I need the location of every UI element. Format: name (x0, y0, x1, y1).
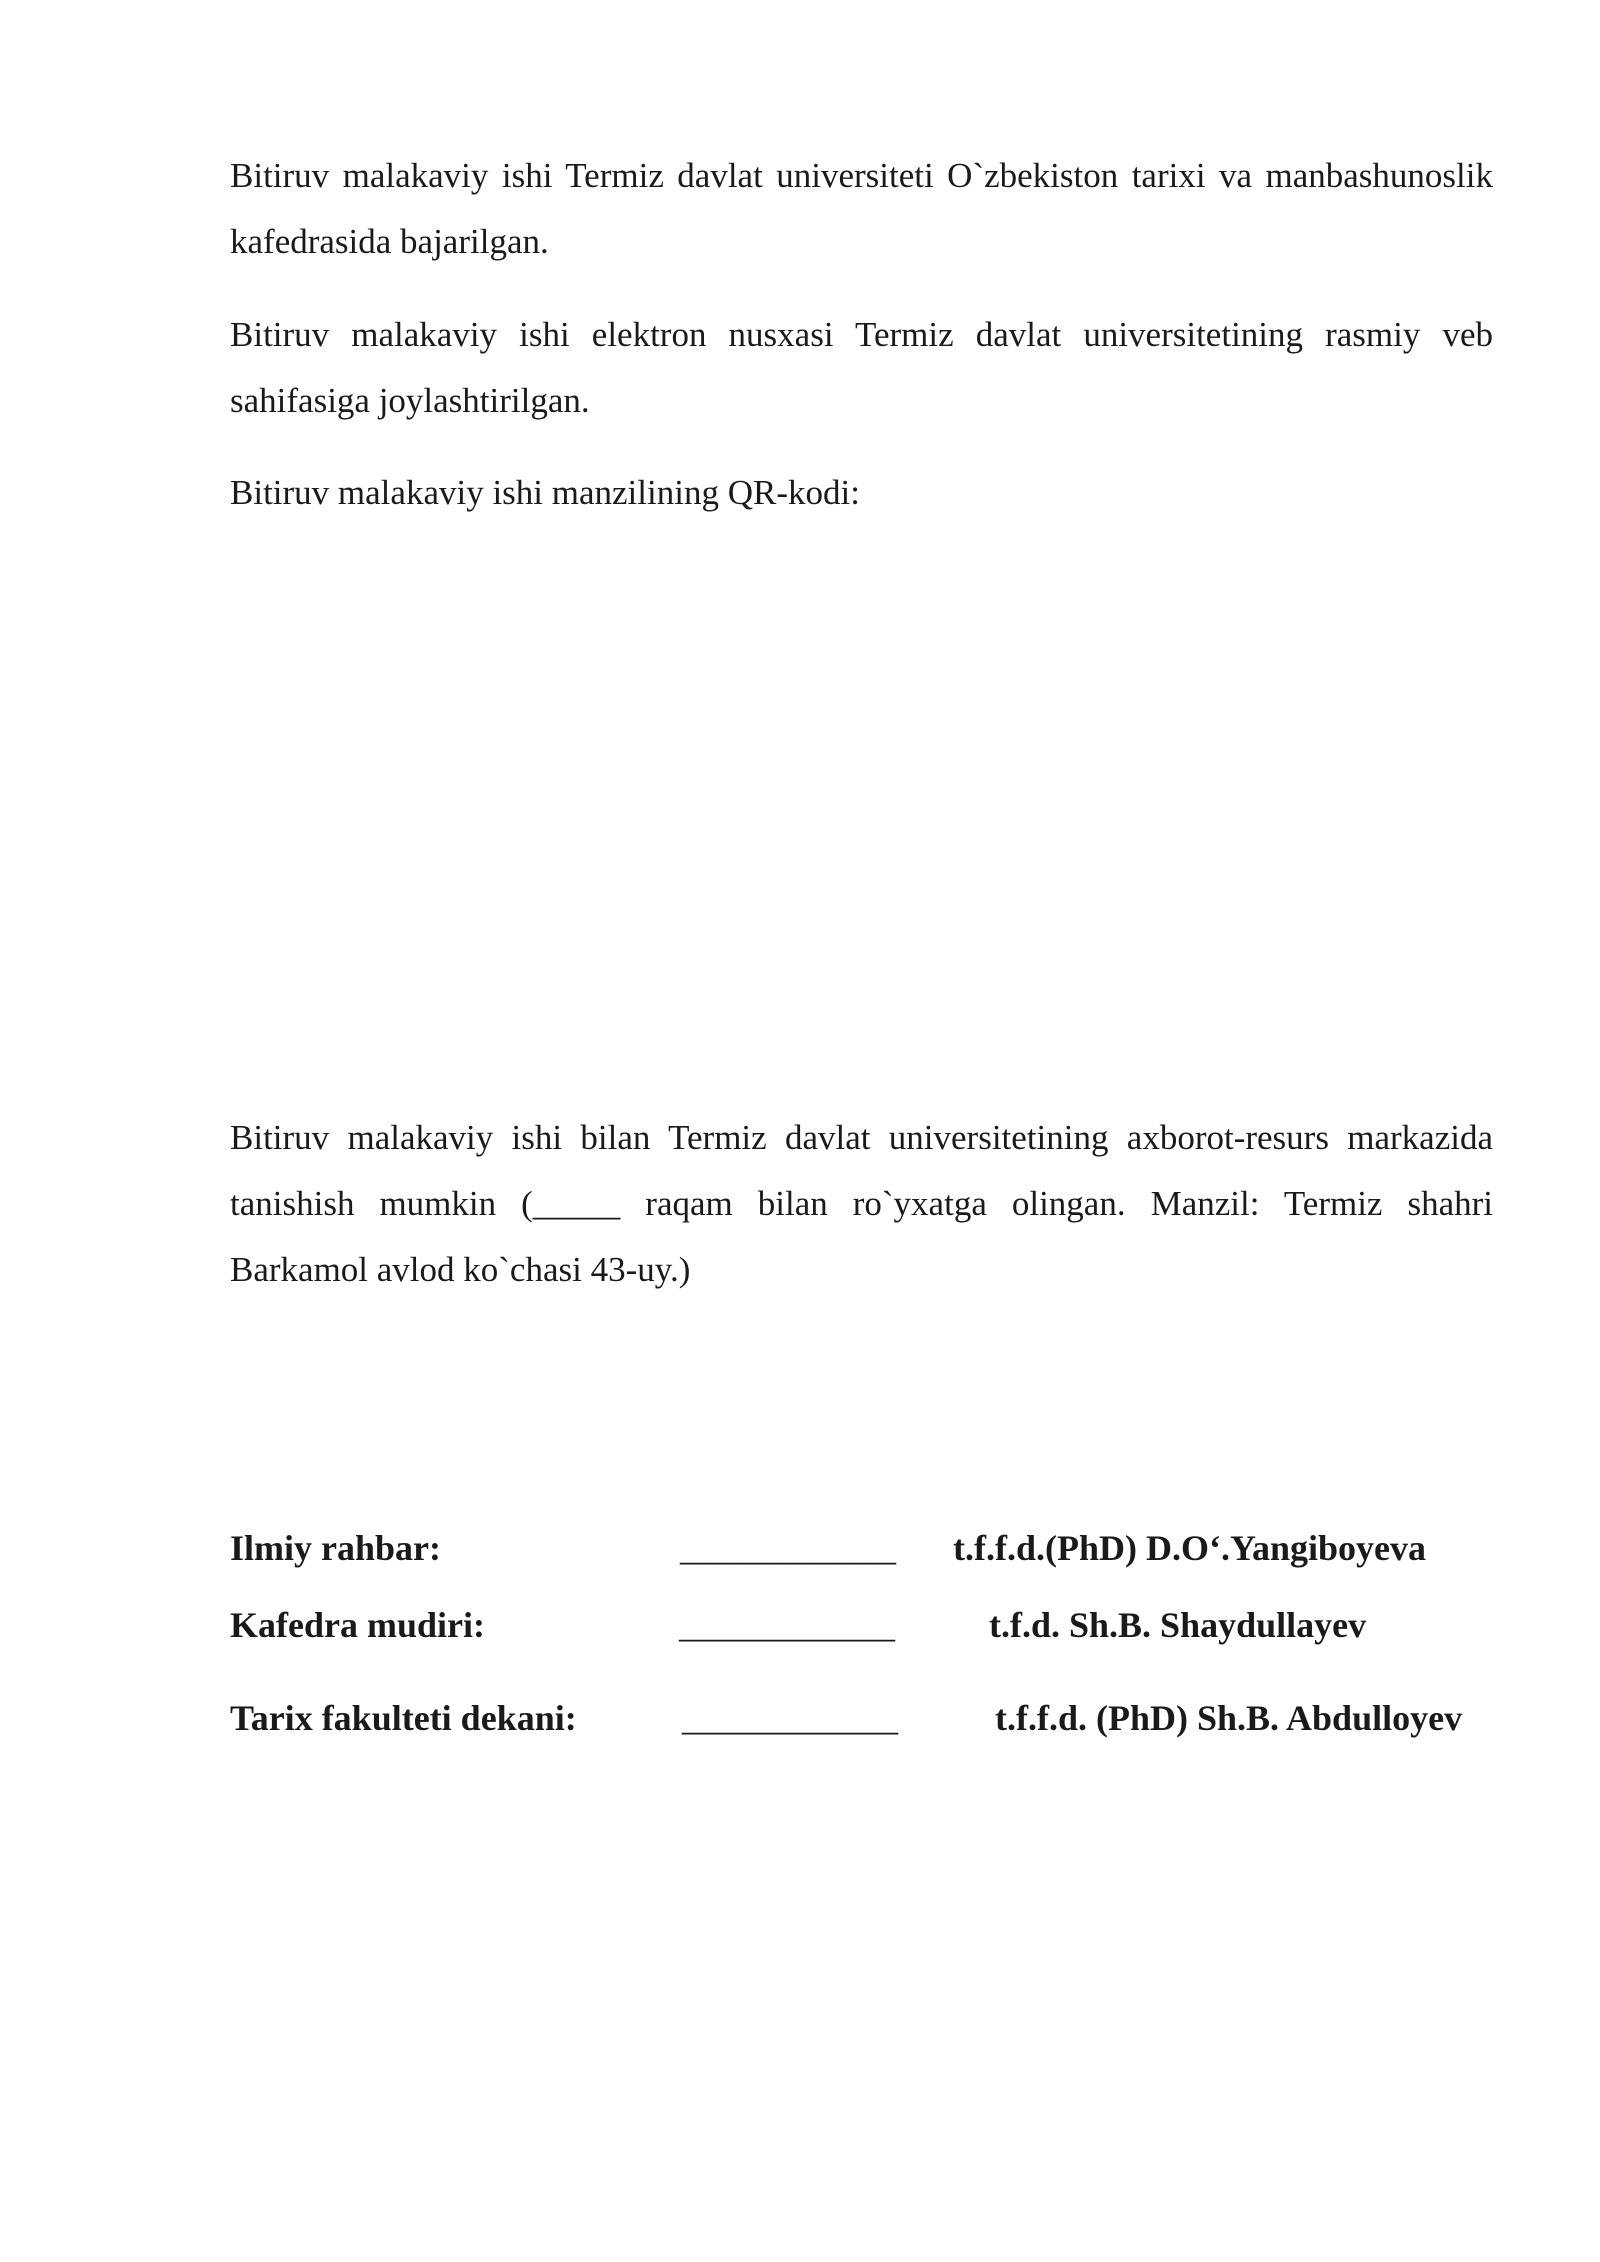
paragraph-electronic-copy: Bitiruv malakaviy ishi elektron nusxasi Termiz davlat universitetining rasmiy veb sahifasiga joylashtirilgan. (230, 315, 1493, 420)
paragraph-thesis-department: Bitiruv malakaviy ishi Termiz davlat universiteti O`zbekiston tarixi va manbashunoslik kafedrasida bajarilgan. (230, 156, 1493, 261)
paragraph-resource-center: Bitiruv malakaviy ishi bilan Termiz davlat universitetining axborot-resurs markazida tanishish mumkin (_____ raqam bilan ro`yxatga olingan. Manzil: Termiz shahri Barkamol avlod ko`chasi 43-uy.) (230, 1118, 1493, 1289)
signature-role: Ilmiy rahbar: (230, 1528, 441, 1568)
signature-row-supervisor (230, 1518, 1500, 1578)
qr-code-placeholder (230, 540, 730, 1060)
signature-name: t.f.d. Sh.B. Shaydullayev (989, 1605, 1367, 1645)
signature-role: Tarix fakulteti dekani: (230, 1698, 577, 1738)
signature-role: Kafedra mudiri: (230, 1605, 485, 1645)
signature-line: ____________ (682, 1698, 898, 1738)
signature-line: ____________ (679, 1605, 895, 1645)
signature-row-dean (230, 1688, 1500, 1748)
paragraph-qr-code-label: Bitiruv malakaviy ishi manzilining QR-kodi: (230, 473, 860, 512)
signature-name: t.f.f.d. (PhD) Sh.B. Abdulloyev (995, 1698, 1463, 1738)
signature-row-head-of-department (230, 1595, 1500, 1655)
signature-line: ____________ (680, 1528, 896, 1568)
signature-name: t.f.f.d.(PhD) D.O‘.Yangiboyeva (953, 1528, 1426, 1568)
